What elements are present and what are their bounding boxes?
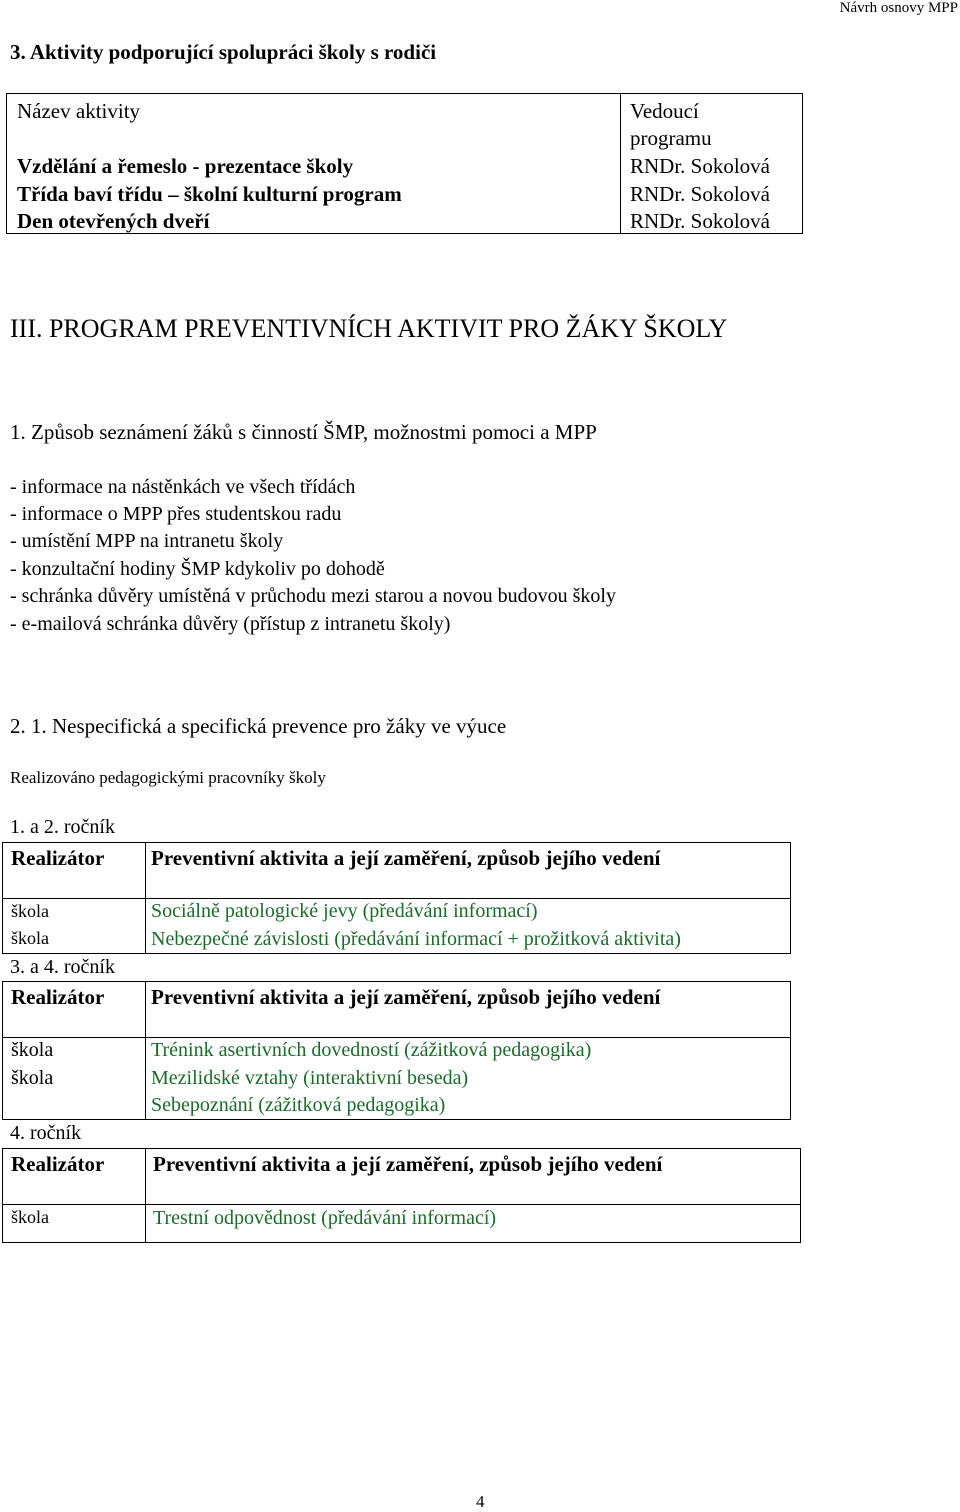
table-divider [3, 1037, 790, 1038]
activity-cell: Sociálně patologické jevy (předávání informací) [151, 900, 538, 922]
col-leader-header-line2: programu [630, 126, 712, 150]
realizer-cell: škola [11, 1067, 54, 1089]
list-item: - informace o MPP přes studentskou radu [10, 503, 342, 525]
activity-leader: RNDr. Sokolová [630, 182, 771, 206]
activity-leader: RNDr. Sokolová [630, 209, 771, 233]
activity-name: Třída baví třídu – školní kulturní program [17, 182, 402, 206]
page-number: 4 [476, 1492, 485, 1511]
table-divider [620, 94, 621, 233]
prevention-title: 2. 1. Nespecifická a specifická prevence pro žáky ve výuce [10, 714, 507, 738]
activity-table [6, 93, 803, 234]
header-realizer: Realizátor [11, 846, 105, 870]
activity-leader: RNDr. Sokolová [630, 154, 771, 178]
grade-label: 3. a 4. ročník [10, 956, 115, 978]
header-realizer: Realizátor [11, 985, 105, 1009]
header-activity: Preventivní aktivita a její zaměření, způsob jejího vedení [151, 846, 661, 870]
list-item: - umístění MPP na intranetu školy [10, 530, 284, 552]
realizer-cell: škola [11, 928, 49, 948]
realizer-cell: škola [11, 1207, 49, 1227]
realizer-cell: škola [11, 1039, 54, 1061]
list-item: - konzultační hodiny ŠMP kdykoliv po dohodě [10, 558, 385, 580]
table-divider [3, 1204, 800, 1205]
col-activity-header: Název aktivity [17, 99, 141, 123]
activity-cell: Trénink asertivních dovedností (zážitková pedagogika) [151, 1039, 592, 1061]
grade-label: 4. ročník [10, 1122, 82, 1144]
realizer-cell: škola [11, 901, 49, 921]
section3-title: 3. Aktivity podporující spolupráci školy s rodiči [10, 40, 437, 64]
table-divider [145, 982, 146, 1119]
section-iii-heading: III. PROGRAM PREVENTIVNÍCH AKTIVIT PRO ŽÁKY ŠKOLY [10, 314, 728, 343]
header-note: Návrh osnovy MPP [839, 0, 958, 16]
header-activity: Preventivní aktivita a její zaměření, způsob jejího vedení [151, 985, 661, 1009]
list-item: - schránka důvěry umístěná v průchodu mezi starou a novou budovou školy [10, 585, 616, 607]
activity-name: Vzdělání a řemeslo - prezentace školy [17, 154, 354, 178]
activity-cell: Mezilidské vztahy (interaktivní beseda) [151, 1067, 469, 1089]
list-item: - e-mailová schránka důvěry (přístup z intranetu školy) [10, 613, 451, 635]
activity-cell: Sebepoznání (zážitková pedagogika) [151, 1094, 446, 1116]
table-divider [3, 898, 790, 899]
header-realizer: Realizátor [11, 1152, 105, 1176]
activity-cell: Nebezpečné závislosti (předávání informací + prožitková aktivita) [151, 928, 681, 950]
activity-name: Den otevřených dveří [17, 209, 210, 233]
list-item: - informace na nástěnkách ve všech třídách [10, 476, 356, 498]
prevention-note: Realizováno pedagogickými pracovníky školy [10, 768, 326, 787]
header-activity: Preventivní aktivita a její zaměření, způsob jejího vedení [153, 1152, 663, 1176]
activity-cell: Trestní odpovědnost (předávání informací) [153, 1207, 497, 1229]
prevention-table-grade-1-2 [2, 842, 791, 954]
col-leader-header-line1: Vedoucí [630, 99, 699, 123]
prevention-table-grade-4 [2, 1148, 801, 1243]
prevention-table-grade-3-4 [2, 981, 791, 1120]
grade-label: 1. a 2. ročník [10, 816, 115, 838]
way-title: 1. Způsob seznámení žáků s činností ŠMP, možnostmi pomoci a MPP [10, 420, 597, 444]
table-divider [145, 1149, 146, 1242]
